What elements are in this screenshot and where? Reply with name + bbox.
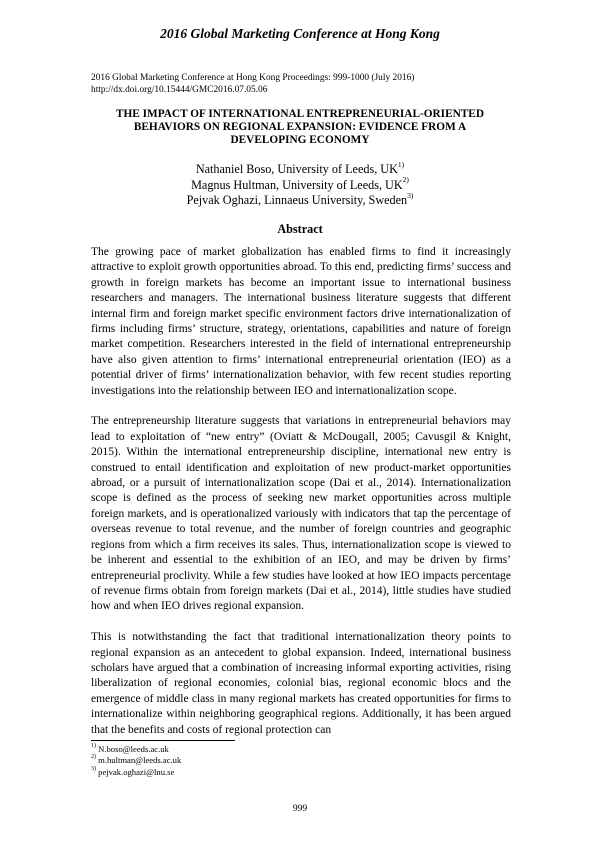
author-line bbox=[0, 159, 600, 178]
abstract-paragraph: The entrepreneurship literature suggests that variations in entrepreneurial behaviors may lead to exploitation of “new entry” (Oviatt & McDougall, 2005; Cavusgil & Knight, 2015). Within the international entrepreneurship discipline, international new entry is construed to entail identification and exploitation of new product-market opportunities abroad, or a pursuit of internationalization scope (Dai et al., 2014). Internationalization scope is defined as the process of seeking new market opportunities across multiple foreign markets, and is operationalized variously with indicators that tap the percentage of overseas revenue to total revenue, and the number of foreign countries and geographic regions from which a firm receives its sales. Thus, internationalization scope is viewed to be inherent and essential to the exhibition of an IEO, and may be driven by firms’ entrepreneurial proclivity. While a few studies have looked at how IEO impacts percentage of revenue firms obtain from foreign markets (Dai et al., 2014), little studies have studied how and when IEO drives regional expansion. bbox=[91, 415, 511, 613]
author-line bbox=[0, 175, 600, 194]
footnote bbox=[91, 744, 391, 755]
footnote-email[interactable]: pejvak.oghazi@lnu.se bbox=[98, 766, 175, 777]
paper-title: THE IMPACT OF INTERNATIONAL ENTREPRENEURIAL-ORIENTED BEHAVIORS ON REGIONAL EXPANSION: EVIDENCE FROM A DEVELOPING ECONOMY bbox=[115, 108, 485, 146]
footnotes bbox=[91, 744, 391, 778]
author-list bbox=[0, 159, 600, 209]
footnote-email[interactable]: m.hultman@leeds.ac.uk bbox=[98, 755, 182, 766]
footnote-mark: 3) bbox=[91, 765, 96, 772]
author-footnote-mark: 1) bbox=[397, 159, 405, 169]
author-name: Nathaniel Boso, University of Leeds, UK bbox=[195, 162, 398, 176]
footnote-email[interactable]: N.boso@leeds.ac.uk bbox=[98, 744, 169, 754]
abstract-paragraph: The growing pace of market globalization has enabled firms to find it increasingly attractive to exploit growth opportunities abroad. To this end, predicting firms’ success and growth in foreign markets has become an important issue to international business researchers and managers. The international business literature suggests that different internal firm and foreign market specific environment factors drive internationalization of firms including firms’ structure, strategy, orientations, capabilities and nature of foreign market competition. Researchers interested in the field of international entrepreneurship have also given attention to firms’ international entrepreneurial orientation (IEO) as a potential driver of firms’ internationalization behavior, with few recent studies reporting investigations into the relationship between IEO and internationalization scope. bbox=[91, 246, 511, 397]
footnote-mark: 2) bbox=[91, 754, 96, 761]
running-head: 2016 Global Marketing Conference at Hong Kong bbox=[160, 26, 440, 41]
author-name: Magnus Hultman, University of Leeds, UK bbox=[191, 177, 403, 192]
footnote-mark: 1) bbox=[91, 743, 96, 750]
proceedings-citation: 2016 Global Marketing Conference at Hong Kong Proceedings: 999-1000 (July 2016) bbox=[91, 73, 415, 83]
author-line bbox=[0, 190, 600, 209]
abstract-paragraph: This is notwithstanding the fact that traditional internationalization theory points to regional expansion as an antecedent to global expansion. Indeed, international business scholars have argued that a combination of increasing informal exporting activities, rising liberalization of regional economies, colonial bias, regional economic blocs and the emergence of middle class in many regional markets has created opportunities for firms to internationalize within neighboring geographical regions. Additionally, it has been argued that the benefits and costs of regional protection can bbox=[91, 631, 511, 736]
proceedings-info bbox=[91, 72, 511, 96]
page-number: 999 bbox=[292, 804, 308, 814]
author-name: Pejvak Oghazi, Linnaeus University, Sweden bbox=[186, 193, 408, 207]
footnote-divider bbox=[91, 740, 235, 741]
author-footnote-mark: 3) bbox=[407, 190, 414, 200]
footnote bbox=[91, 755, 391, 766]
author-footnote-mark: 2) bbox=[402, 175, 409, 185]
abstract-heading: Abstract bbox=[277, 222, 323, 236]
footnote bbox=[91, 767, 391, 778]
abstract-body bbox=[91, 245, 511, 753]
doi-link[interactable]: http://dx.doi.org/10.15444/GMC2016.07.05.06 bbox=[91, 85, 268, 95]
